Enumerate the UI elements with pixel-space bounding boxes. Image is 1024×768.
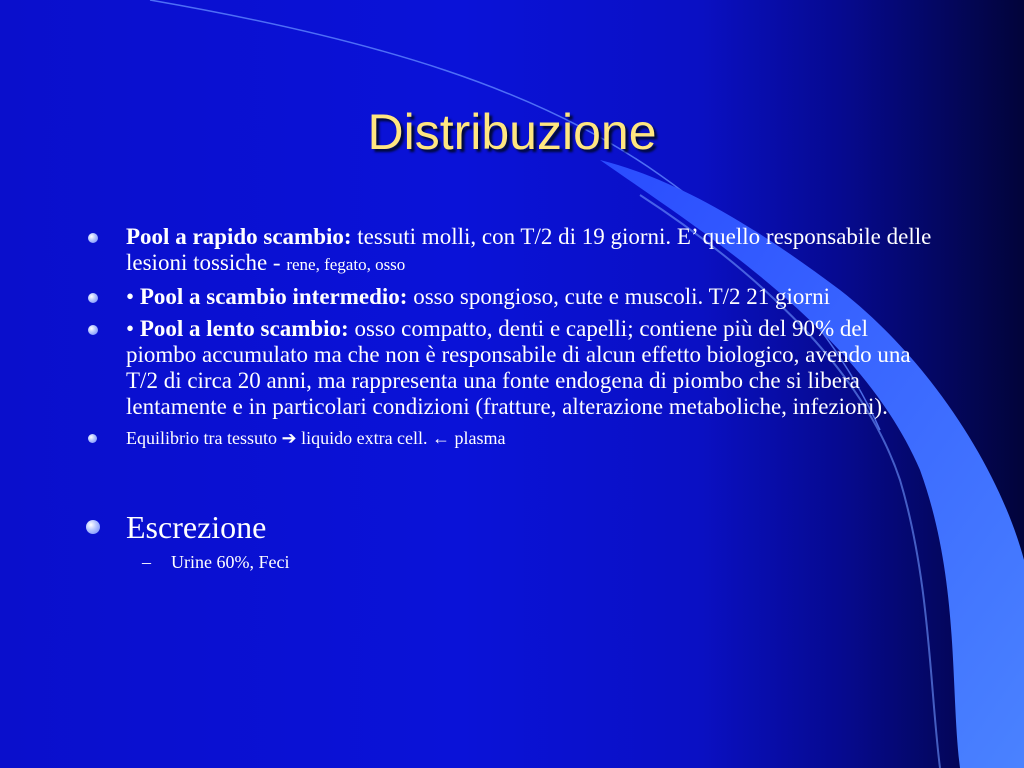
- item-label: Pool a lento scambio:: [139, 316, 349, 341]
- sub-item: [88, 550, 938, 574]
- bullet-dot-icon: [88, 233, 98, 243]
- item-text: plasma: [450, 428, 506, 448]
- item-text: tessuti molli, con T/2 di 19 giorni. E’ quello responsabile delle lesioni tossiche -: [126, 224, 932, 275]
- sub-item-text: Urine 60%, Feci: [171, 552, 290, 572]
- bullet-dot-icon: [88, 325, 98, 335]
- item-small-text: rene, fegato, osso: [286, 255, 406, 274]
- section-title: Escrezione: [126, 509, 267, 545]
- arrow-left-icon: ←: [432, 428, 451, 448]
- dash-icon: –: [142, 552, 151, 572]
- list-item: [88, 284, 938, 310]
- item-prefix: •: [126, 316, 140, 341]
- item-label: Pool a scambio intermedio:: [139, 284, 408, 309]
- list-item: [88, 426, 938, 450]
- bullet-dot-icon: [88, 434, 97, 443]
- section-heading: [88, 508, 938, 546]
- bullet-dot-icon: [86, 520, 100, 534]
- bullet-dot-icon: [88, 293, 98, 303]
- item-text: osso spongioso, cute e muscoli. T/2 21 giorni: [407, 284, 830, 309]
- content-area: [88, 224, 938, 574]
- item-text: osso compatto, denti e capelli; contiene più del 90% del piombo accumulato ma che non è responsabile di alcun effetto biologico, avendo una T/2 di circa 20 anni, ma rappresenta una fonte endogena di piombo che si libera lentamente e in particolari condizioni (fratture, alterazione metaboliche, infezioni).: [126, 316, 911, 419]
- item-text: liquido extra cell.: [296, 428, 433, 448]
- list-item: [88, 316, 938, 420]
- item-prefix: •: [126, 284, 140, 309]
- item-text: Equilibrio tra tessuto: [126, 428, 282, 448]
- slide-title: Distribuzione: [367, 104, 657, 160]
- item-label: Pool a rapido scambio:: [126, 224, 352, 249]
- arrow-right-icon: ➔: [281, 428, 297, 448]
- list-item: [88, 224, 938, 278]
